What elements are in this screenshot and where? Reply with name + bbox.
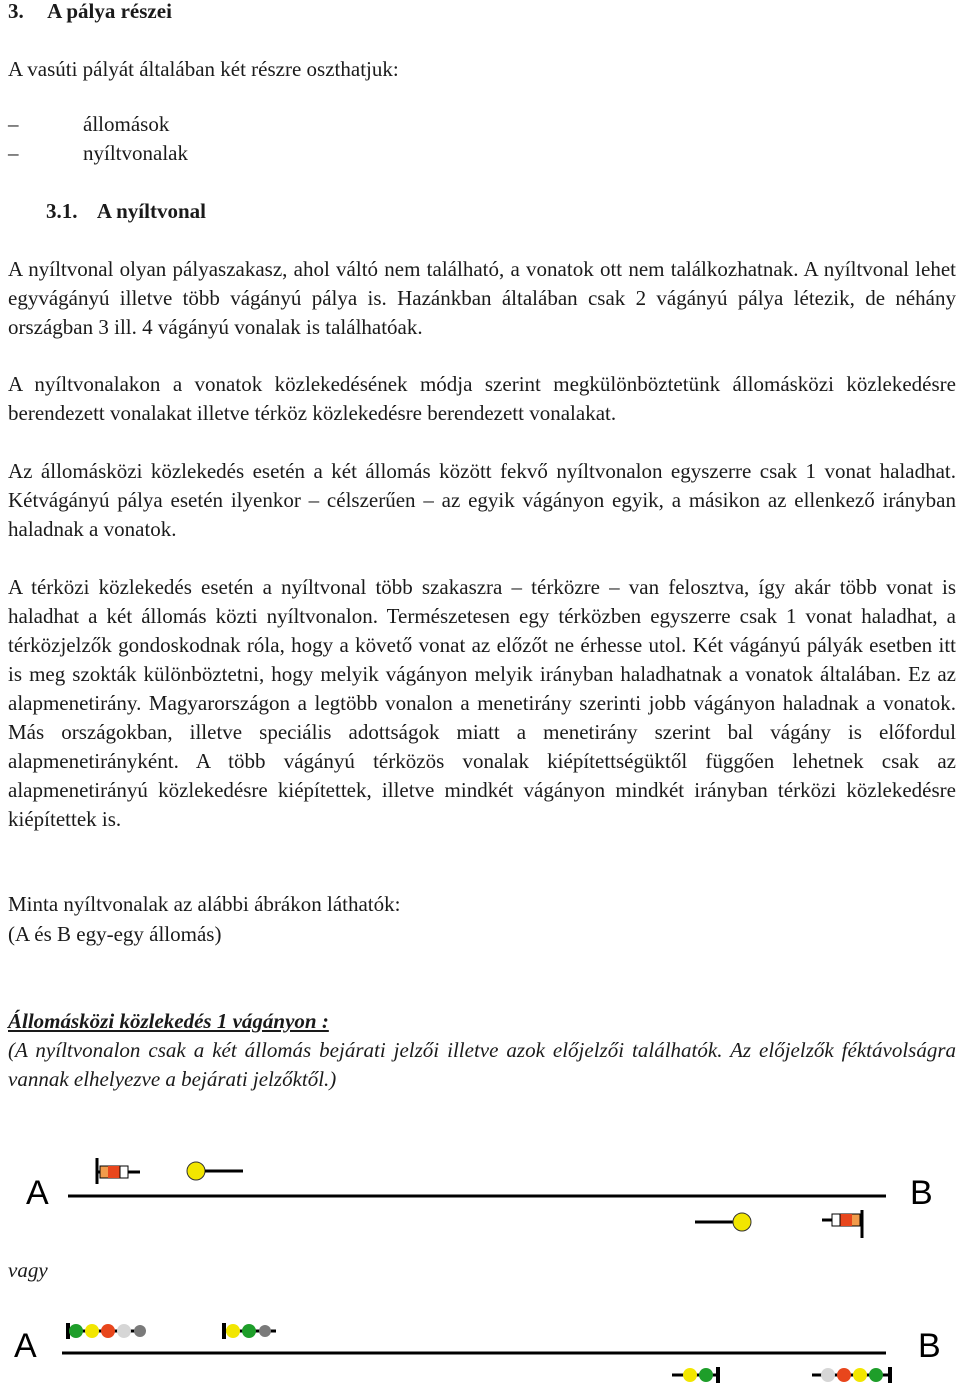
distant-signal-icon xyxy=(695,1213,751,1231)
paragraph-1: A nyíltvonal olyan pályaszakasz, ahol váltó nem található, a vonatok ott nem találkozhatnak. A nyíltvonal lehet egyvágányú illetve több vágányú pálya is. Hazánkban általában csak 2 vágányú pálya létezik, de néhány országban 3 ill. 4 vágányú vonalak is találhatóak. xyxy=(8,257,956,339)
section-number: 3. xyxy=(8,0,24,23)
intro-text: A vasúti pályát általában két részre oszthatjuk: xyxy=(8,57,399,81)
subsection-number: 3.1. xyxy=(46,199,78,223)
station-a-label: A xyxy=(14,1327,37,1365)
diagram-1 xyxy=(68,1158,886,1238)
caption-title: Állomásközi közlekedés 1 vágányon : xyxy=(8,1009,329,1033)
entry-signal-icon xyxy=(97,1158,140,1184)
caption-note: (A nyíltvonalon csak a két állomás bejárati jelzői illetve azok előjelzői találhatók. Az előjelzők féktávolságra vannak elhelyezve a bejárati jelzőktől.) xyxy=(8,1038,956,1091)
station-b-label: B xyxy=(918,1327,941,1365)
list-dash: – xyxy=(8,141,19,165)
station-a-label: A xyxy=(26,1174,49,1212)
light-signal-icon xyxy=(66,1323,146,1339)
or-label: vagy xyxy=(8,1258,48,1282)
station-b-label: B xyxy=(910,1174,933,1212)
examples-line-2: (A és B egy-egy állomás) xyxy=(8,922,222,946)
list-dash: – xyxy=(8,112,19,136)
light-signal-icon xyxy=(222,1323,276,1339)
paragraph-2: A nyíltvonalakon a vonatok közlekedésének módja szerint megkülönböztetünk állomásközi közlekedésre berendezett vonalakat illetve térköz közlekedésre berendezett vonalakat. xyxy=(8,372,956,425)
distant-signal-icon xyxy=(187,1162,243,1180)
list-item-label: állomások xyxy=(83,112,170,136)
diagram-2 xyxy=(62,1323,892,1383)
light-signal-icon xyxy=(672,1367,720,1383)
examples-line-1: Minta nyíltvonalak az alábbi ábrákon láthatók: xyxy=(8,892,401,916)
light-signal-icon xyxy=(812,1367,892,1383)
paragraph-3: Az állomásközi közlekedés esetén a két állomás között fekvő nyíltvonalon egyszerre csak 1 vonat haladhat. Kétvágányú pálya esetén ilyenkor – célszerűen – az egyik vágányon egyik, a másikon az ellenkező irányban haladnak a vonatok. xyxy=(8,459,956,541)
list-item-label: nyíltvonalak xyxy=(83,141,188,165)
section-title: A pálya részei xyxy=(47,0,172,23)
paragraph-4: A térközi közlekedés esetén a nyíltvonal több szakaszra – térközre – van felosztva, így akár több vonat is haladhat a két állomás közti nyíltvonalon. Természetesen egy térközben egyszerre csak 1 vonat haladhat, a térközjelzők gondoskodnak róla, hogy a követő vonat az előzőt ne érhesse utol. Két vágányú pályák esetben itt is meg szokták különböztetni, hogy melyik vágányon melyik irányban haladhatnak a vonatok általában. Ez az alapmenetirány. Magyarországon a legtöbb vonalon a menetirány szerinti jobb vágányon haladnak a vonatok. Más országokban, illetve speciális adottságok miatt a menetirány szerint bal vágány is előfordul alapmenetirányként. A több vágányú térközös vonalak kiépítettségüktől függően lehetnek csak az alapmenetirányú közlekedésre kiépítettek, illetve mindkét vágányon mindkét irányban térközi közlekedésre kiépítettek is. xyxy=(8,575,956,831)
subsection-title: A nyíltvonal xyxy=(96,199,206,223)
entry-signal-icon xyxy=(822,1210,862,1238)
